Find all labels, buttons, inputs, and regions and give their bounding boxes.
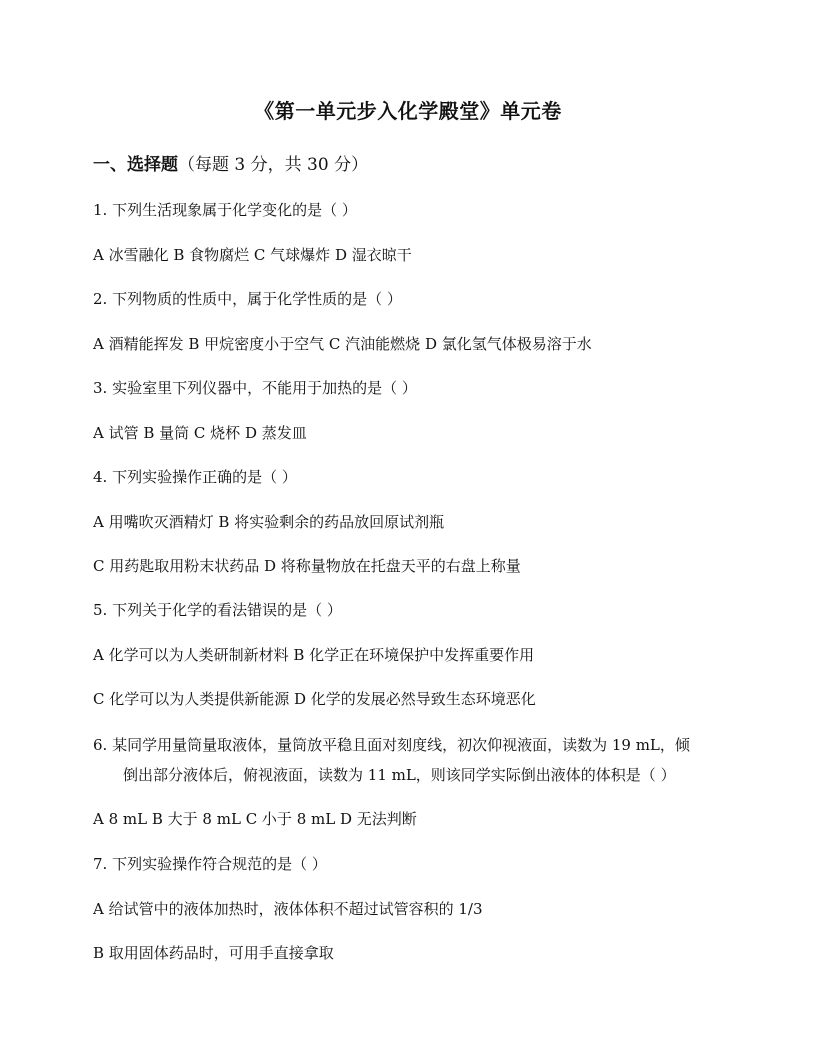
question-7: 7. 下列实验操作符合规范的是（ ） [93,855,327,873]
question-4: 4. 下列实验操作正确的是（ ） [93,468,297,486]
question-6-options: A 8 mL B 大于 8 mL C 小于 8 mL D 无法判断 [93,810,417,828]
question-1-options: A 冰雪融化 B 食物腐烂 C 气球爆炸 D 湿衣晾干 [93,246,412,264]
question-4-options-cd: C 用药匙取用粉末状药品 D 将称量物放在托盘天平的右盘上称量 [93,557,521,575]
question-5-options-ab: A 化学可以为人类研制新材料 B 化学正在环境保护中发挥重要作用 [93,646,535,664]
question-4-options-ab: A 用嘴吹灭酒精灯 B 将实验剩余的药品放回原试剂瓶 [93,513,445,531]
question-5: 5. 下列关于化学的看法错误的是（ ） [93,601,342,619]
question-2: 2. 下列物质的性质中，属于化学性质的是（ ） [93,290,402,308]
question-2-options: A 酒精能挥发 B 甲烷密度小于空气 C 汽油能燃烧 D 氯化氢气体极易溶于水 [93,335,592,353]
section-heading [93,150,368,175]
question-7-option-a: A 给试管中的液体加热时，液体体积不超过试管容积的 1/3 [93,900,483,918]
question-3-options: A 试管 B 量筒 C 烧杯 D 蒸发皿 [93,424,307,442]
question-6: 6. 某同学用量筒量取液体，量筒放平稳且面对刻度线，初次仰视液面，读数为 19 mL，倾 [93,736,690,754]
question-7-option-b: B 取用固体药品时，可用手直接拿取 [93,944,334,962]
question-5-options-cd: C 化学可以为人类提供新能源 D 化学的发展必然导致生态环境恶化 [93,690,536,708]
document-title: 《第一单元步入化学殿堂》单元卷 [254,99,562,123]
question-3: 3. 实验室里下列仪器中，不能用于加热的是（ ） [93,379,417,397]
question-1: 1. 下列生活现象属于化学变化的是（ ） [93,201,357,219]
question-6-continued: 倒出部分液体后，俯视液面，读数为 11 mL，则该同学实际倒出液体的体积是（ ） [123,766,676,784]
section-heading-label: 一、选择题 [93,155,178,175]
section-heading-note: （每题 3 分，共 30 分） [178,155,369,175]
